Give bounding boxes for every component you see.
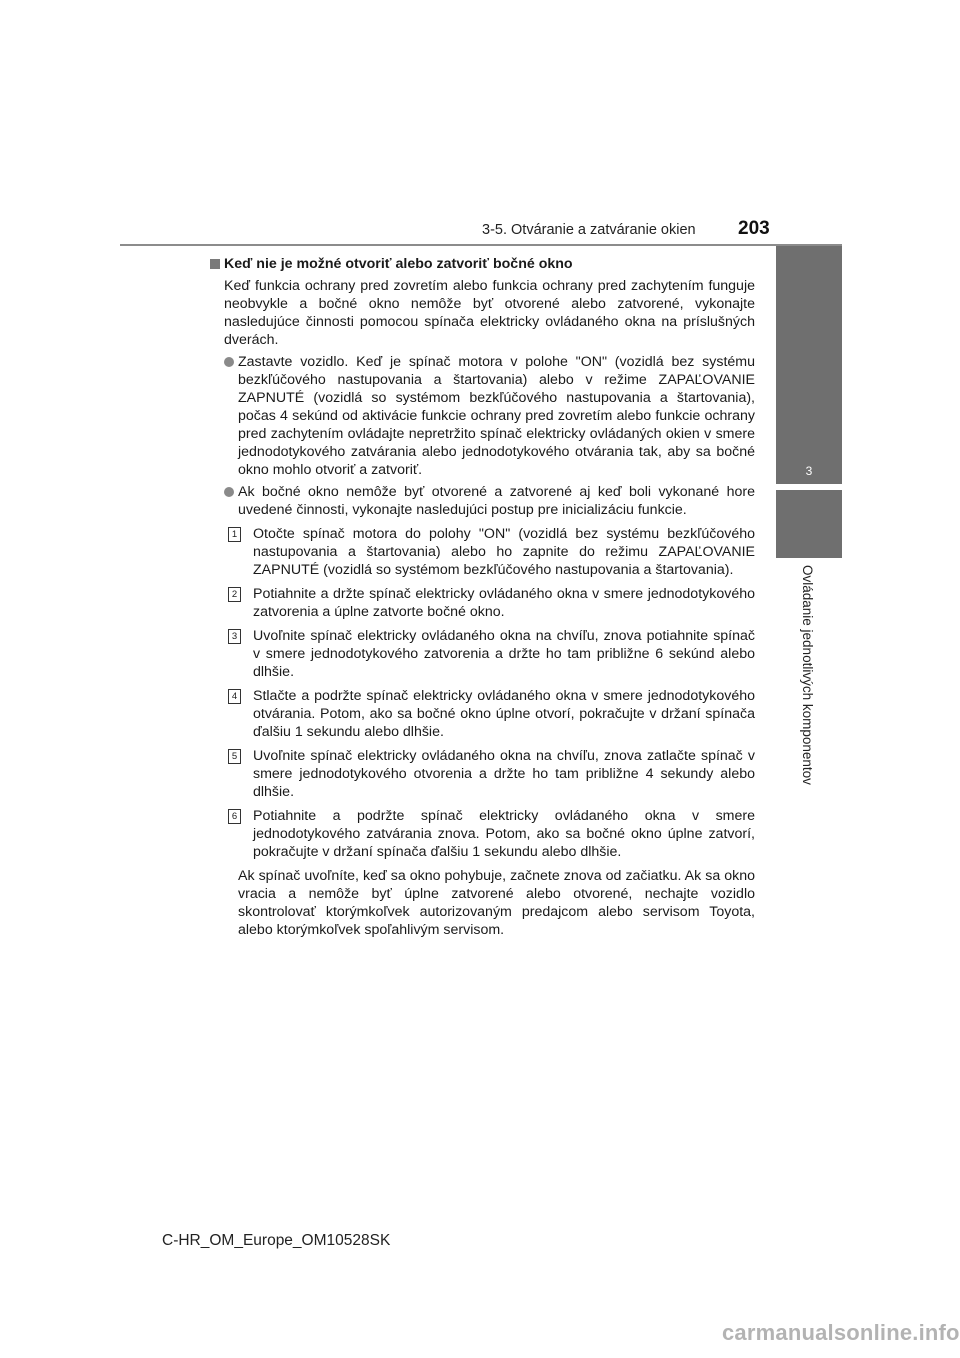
step-item xyxy=(210,807,755,861)
step-number-box: 3 xyxy=(228,629,241,644)
step-number-box: 6 xyxy=(228,809,241,824)
header-section-title: 3-5. Otváranie a zatváranie okien xyxy=(482,222,696,238)
step-number-box: 2 xyxy=(228,587,241,602)
page-content xyxy=(210,255,755,939)
bullet-item xyxy=(210,483,755,519)
bullet-text: Zastavte vozidlo. Keď je spínač motora v polohe "ON" (vozidlá bez systému bezkľúčového nastupovania a štartovania) alebo v režime ZAPAĽOVANIE ZAPNUTÉ (vozidlá so systémom bezkľúčového nastupovania a štartovania), počas 4 sekúnd od aktivácie funkcie ochrany pred zovretím alebo funkcie ochrany pred zachytením ovládajte nepretržito spínač elektricky ovládaných okien v smere jednodotykového zatvárania alebo jednodotykového otvárania tak, aby sa bočné okno mohlo otvoriť a zatvoriť. xyxy=(238,354,755,478)
step-text: Uvoľnite spínač elektricky ovládaného okna na chvíľu, znova potiahnite spínač v smere jednodotykového zatvorenia a držte ho tam približne 6 sekúnd alebo dlhšie. xyxy=(253,628,755,680)
step-item xyxy=(210,585,755,621)
footer-document-code: C-HR_OM_Europe_OM10528SK xyxy=(162,1232,391,1249)
step-text: Stlačte a podržte spínač elektricky ovládaného okna v smere jednodotykového otvárania. Potom, ako sa bočné okno úplne otvorí, pokračujte v držaní spínača ďalšiu 1 sekundu alebo dlhšie. xyxy=(253,688,755,740)
side-tab-number: 3 xyxy=(805,464,813,478)
intro-paragraph: Keď funkcia ochrany pred zovretím alebo funkcia ochrany pred zachytením funguje neobvykle a bočné okno nemôže byť otvorené alebo zatvorené, vykonajte nasledujúce činnosti pomocou spínača elektricky ovládaného okna na príslušných dverách. xyxy=(224,278,755,348)
step-text: Uvoľnite spínač elektricky ovládaného okna na chvíľu, znova zatlačte spínač v smere jednodotykového otvorenia a držte ho tam približne 4 sekundy alebo dlhšie. xyxy=(253,748,755,800)
side-tab-label: Ovládanie jednotlivých komponentov xyxy=(800,565,815,785)
step-text: Potiahnite a držte spínač elektricky ovládaného okna v smere jednodotykového zatvorenia a úplne zatvorte bočné okno. xyxy=(253,586,755,620)
step-text: Otočte spínač motora do polohy "ON" (vozidlá bez systému bezkľúčového nastupovania a štartovania) alebo ho zapnite do režimu ZAPAĽOVANIE ZAPNUTÉ (vozidlá so systémom bezkľúčového nastupovania a štartovania). xyxy=(253,526,755,578)
page-number: 203 xyxy=(738,218,770,239)
section-heading-text: Keď nie je možné otvoriť alebo zatvoriť bočné okno xyxy=(224,256,573,272)
bullet-item xyxy=(210,353,755,479)
bullet-text: Ak bočné okno nemôže byť otvorené a zatvorené aj keď boli vykonané hore uvedené činnosti, vykonajte nasledujúci postup pre inicializáciu funkcie. xyxy=(238,484,755,518)
header-divider xyxy=(120,244,842,246)
closing-paragraph: Ak spínač uvoľníte, keď sa okno pohybuje, začnete znova od začiatku. Ak sa okno vracia a nemôže byť úplne zatvorené alebo otvorené, nechajte vozidlo skontrolovať ktorýmkoľvek autorizovaným predajcom alebo servisom Toyota, alebo ktorýmkoľvek spoľahlivým servisom. xyxy=(238,868,755,938)
side-tab-bar xyxy=(776,246,842,484)
section-heading xyxy=(210,255,755,273)
side-tab-bar-lower xyxy=(776,490,842,558)
step-item xyxy=(210,687,755,741)
step-item xyxy=(210,627,755,681)
circle-bullet-icon xyxy=(224,487,234,497)
step-item xyxy=(210,747,755,801)
step-number-box: 4 xyxy=(228,689,241,704)
square-bullet-icon xyxy=(210,259,220,269)
watermark: carmanualsonline.info xyxy=(722,1320,960,1345)
circle-bullet-icon xyxy=(224,357,234,367)
step-text: Potiahnite a podržte spínač elektricky ovládaného okna v smere jednodotykového zatvárania znova. Potom, ako sa bočné okno úplne zatvorí, pokračujte v držaní spínača ďalšiu 1 sekundu alebo dlhšie. xyxy=(253,808,755,860)
step-item xyxy=(210,525,755,579)
step-number-box: 1 xyxy=(228,527,241,542)
step-number-box: 5 xyxy=(228,749,241,764)
